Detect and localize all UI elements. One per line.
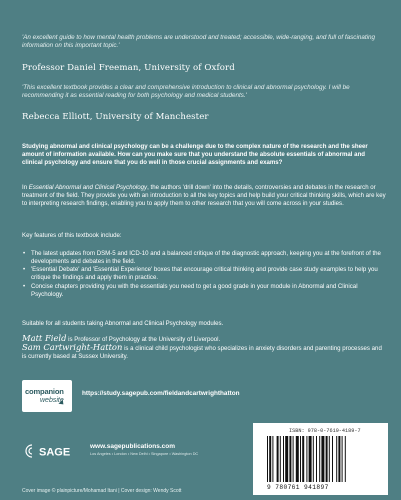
features-heading: Key features of this textbook include: [22,232,122,239]
author-bio-text: is a clinical child psychologist who specializes in anxiety disorders and parenting processes and is currently based at Sussex University. [22,345,382,360]
book-title: Essential Abnormal and Clinical Psychology [28,184,148,191]
feature-item: • The latest updates from DSM-5 and ICD-10 and a balanced critique of the diagnostic approach, keeping you at the forefront of the developments and debates in the field. [22,250,384,266]
companion-website-badge[interactable] [22,380,72,412]
description-prefix: In [22,184,29,191]
isbn-label: ISBN: 978-0-7619-4189-7 [289,428,361,434]
companion-label: companion [25,387,64,396]
sage-logo [24,443,86,459]
intro-paragraph: Studying abnormal and clinical psychology can be a challenge due to the complex nature of the research and the sheer amount of information available. How can you make sure that you understand the absolute essentials of abnormal and clinical psychology and ensure that you do well in those crucial assignments and exams? [22,143,368,166]
author-bio-cartwright-hatton [22,344,386,361]
quote-elliott: 'This excellent textbook provides a clear and comprehensive introduction to clinical and abnormal psychology. I will be recommending it as essential reading for both psychology and medical students.' [22,84,350,100]
quote-freeman: 'An excellent guide to how mental health problems are understood and treated; accessible, wide-ranging, and full of fascinating information on this important topic.' [22,34,375,50]
features-list [22,250,384,299]
publisher-cities: Los Angeles • London • New Delhi • Singapore • Washington DC [90,452,199,456]
suitable-text: Suitable for all students taking Abnormal and Clinical Psychology modules. [22,320,224,327]
description-suffix: , the authors 'drill down' into the details, controversies and debates in the research or treatment of the field. They provide you with an introduction to all the key topics and help build your critical thinking skills, which are key to interpreting research findings, enabling you to apply them to other research that you will come across in your studies. [22,184,386,207]
barcode-panel [253,423,388,495]
description-paragraph [22,184,386,208]
feature-item: • 'Essential Debate' and 'Essential Experience' boxes that encourage critical thinking and provide case study examples to help you critique the findings and apply them in practice. [22,266,384,282]
barcode-number: 9 780761 941897 [267,484,329,491]
author-name-field: Matt Field [22,333,67,343]
sage-wordmark: SAGE [39,446,71,459]
publisher-url[interactable]: www.sagepublications.com [90,443,175,450]
website-url-link[interactable]: https://study.sagepub.com/fieldandcartwrighthatton [82,390,240,397]
cover-credits: Cover image © plainpicture/Mohamad Itani | Cover design: Wendy Scott [22,488,182,494]
feature-item: • Concise chapters providing you with the essentials you need to get a good grade in your module in Abnormal and Clinical Psychology. [22,283,384,299]
quote-author-freeman: Professor Daniel Freeman, University of Oxford [22,63,235,73]
barcode-icon [265,436,377,482]
quote-author-elliott: Rebecca Elliott, University of Manchester [22,112,209,122]
website-label: website [40,397,64,404]
author-name-cartwright-hatton: Sam Cartwright-Hatton [22,342,123,352]
author-bio-text: is Professor of Psychology at the University of Liverpool. [66,336,221,343]
